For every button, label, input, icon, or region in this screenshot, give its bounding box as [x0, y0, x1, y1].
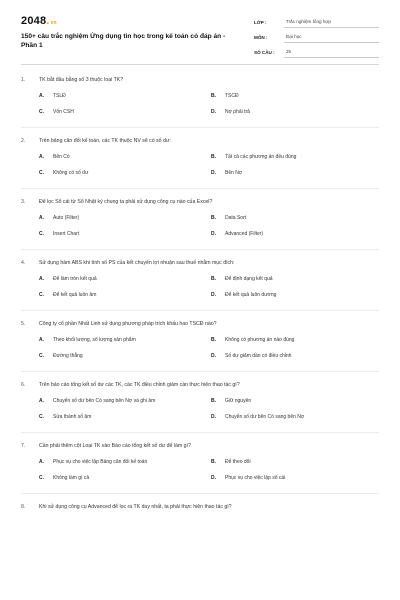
option-text: Không có phương án nào đúng [225, 337, 295, 343]
option-text: Auto (Filter) [53, 215, 80, 221]
question-prompt: Trên báo cáo tổng kết số dư các TK, các TK điều chỉnh giảm cần thực hiện thao tác gì? [39, 382, 240, 388]
question-prompt: Để lọc Sổ cái từ Sổ Nhật ký chung ta phải sử dụng công cụ nào của Excel? [39, 199, 213, 205]
meta-label: LỚP : [254, 20, 267, 25]
answer-option[interactable] [211, 292, 391, 308]
option-text: Bên Có [53, 154, 70, 160]
option-text: Advanced (Filter) [225, 231, 264, 237]
question-item [21, 259, 379, 311]
option-text: Insert Chart [53, 231, 80, 237]
question-number: 8. [21, 504, 26, 510]
question-number: 1. [21, 77, 26, 83]
question-item [21, 137, 379, 189]
option-letter: D. [211, 292, 216, 298]
options-grid [39, 154, 379, 186]
option-letter: C. [39, 231, 44, 237]
answer-option[interactable] [39, 292, 211, 308]
answer-option[interactable] [211, 93, 391, 109]
answer-option[interactable] [211, 398, 391, 414]
logo-ext: vn [50, 20, 57, 26]
question-list [21, 76, 379, 511]
option-letter: D. [211, 109, 216, 115]
question-text [21, 198, 379, 206]
answer-option[interactable] [39, 109, 211, 125]
option-text: Để theo dõi [225, 459, 251, 465]
option-letter: D. [211, 414, 216, 420]
answer-option[interactable] [211, 337, 391, 353]
answer-option[interactable] [39, 414, 211, 430]
question-number: 5. [21, 321, 26, 327]
option-letter: A. [39, 337, 44, 343]
answer-option[interactable] [39, 170, 211, 186]
question-number: 4. [21, 260, 26, 266]
options-grid [39, 93, 379, 125]
meta-label: MÔN : [254, 35, 268, 40]
options-grid [39, 276, 379, 308]
option-text: TSLĐ [53, 93, 66, 99]
option-text: Vốn CSH [53, 109, 74, 115]
option-letter: A. [39, 459, 44, 465]
option-letter: C. [39, 170, 44, 176]
option-text: Phục vụ cho việc lập Bảng cân đối kế toán [53, 459, 148, 465]
header-divider [21, 64, 379, 65]
answer-option[interactable] [39, 337, 211, 353]
answer-option[interactable] [211, 170, 391, 186]
answer-option[interactable] [39, 276, 211, 292]
option-text: Sửa thành số âm [53, 414, 92, 420]
option-text: Để định dạng kết quả [225, 276, 273, 282]
option-text: Bên Nợ [225, 170, 243, 176]
option-letter: B. [211, 154, 216, 160]
option-text: Chuyển số dư bên Có sang bên Nợ và ghi âm [53, 398, 156, 404]
question-text [21, 442, 379, 450]
option-text: Nợ phải trả [225, 109, 250, 115]
option-text: Data Sort [225, 215, 247, 221]
answer-option[interactable] [211, 109, 391, 125]
question-number: 7. [21, 443, 26, 449]
answer-option[interactable] [211, 276, 391, 292]
answer-option[interactable] [211, 475, 391, 491]
option-letter: B. [211, 276, 216, 282]
question-text [21, 503, 379, 511]
question-item [21, 198, 379, 250]
option-text: Chuyển số dư bên Có sang bên Nợ [225, 414, 305, 420]
answer-option[interactable] [39, 398, 211, 414]
answer-option[interactable] [211, 231, 391, 247]
meta-row [254, 15, 379, 30]
option-text: Để làm tròn kết quả [53, 276, 97, 282]
option-letter: C. [39, 292, 44, 298]
question-prompt: Cần phải thêm cột Loại TK vào Báo cáo tổng kết số dư để làm gì? [39, 443, 191, 449]
answer-option[interactable] [211, 353, 391, 369]
answer-option[interactable] [39, 475, 211, 491]
answer-option[interactable] [39, 231, 211, 247]
options-grid [39, 398, 379, 430]
question-item [21, 320, 379, 372]
option-text: TSCĐ [225, 93, 239, 99]
option-text: Số dư giảm dần có điều chỉnh [225, 353, 292, 359]
answer-option[interactable] [39, 93, 211, 109]
answer-option[interactable] [39, 215, 211, 231]
option-letter: A. [39, 215, 44, 221]
option-text: Để kết quả luôn dương [225, 292, 277, 298]
option-letter: D. [211, 231, 216, 237]
option-letter: D. [211, 475, 216, 481]
logo-text: 2048 [21, 15, 47, 27]
question-number: 6. [21, 382, 26, 388]
option-letter: B. [211, 398, 216, 404]
option-letter: B. [211, 215, 216, 221]
option-text: Không có số dư [53, 170, 89, 176]
option-letter: C. [39, 109, 44, 115]
answer-option[interactable] [39, 353, 211, 369]
option-letter: A. [39, 276, 44, 282]
question-divider [21, 249, 379, 250]
option-text: Để kết quả luôn âm [53, 292, 97, 298]
question-prompt: TK bắt đầu bằng số 3 thuộc loại TK? [39, 77, 124, 83]
question-text [21, 320, 379, 328]
option-letter: C. [39, 475, 44, 481]
option-letter: C. [39, 353, 44, 359]
question-prompt: Sử dụng hàm ABS khi tính số PS của kết chuyển lợi nhuận sau thuế nhằm mục đích: [39, 260, 235, 266]
question-divider [21, 432, 379, 433]
question-prompt: Trên bảng cân đối kế toán, các TK thuộc NV sẽ có số dư: [39, 138, 171, 144]
options-grid [39, 459, 379, 491]
question-item [21, 76, 379, 128]
option-letter: D. [211, 170, 216, 176]
answer-option[interactable] [39, 154, 211, 170]
meta-value: Đại học [284, 32, 379, 43]
question-text [21, 381, 379, 389]
question-item [21, 503, 379, 511]
question-divider [21, 127, 379, 128]
question-divider [21, 188, 379, 189]
meta-label: SỐ CÂU : [254, 50, 275, 55]
answer-option[interactable] [211, 414, 391, 430]
option-text: Đường thẳng [53, 353, 83, 359]
option-text: Phục vụ cho việc lập sổ cái [225, 475, 286, 481]
question-prompt: Khi sử dụng công cụ Advanced để lọc ra TK duy nhất, ta phải thực hiện thao tác gì? [39, 504, 232, 510]
option-text: Giữ nguyên [225, 398, 252, 404]
option-letter: A. [39, 154, 44, 160]
options-grid [39, 215, 379, 247]
document-title: 150+ câu trắc nghiệm Ứng dụng tin học trong kế toán có đáp án - Phần 1 [21, 33, 226, 49]
question-item [21, 442, 379, 494]
options-grid [39, 337, 379, 369]
answer-option[interactable] [211, 215, 391, 231]
answer-option[interactable] [39, 459, 211, 475]
question-text [21, 76, 379, 84]
header [0, 0, 400, 68]
option-letter: C. [39, 414, 44, 420]
option-text: Tất cả các phương án đều đúng [225, 154, 297, 160]
question-text [21, 137, 379, 145]
answer-option[interactable] [211, 154, 391, 170]
option-text: Theo khối lượng, số lượng sản phẩm [53, 337, 136, 343]
meta-row [254, 45, 379, 60]
question-prompt: Công ty cổ phần Nhất Linh sử dụng phương pháp trích khấu hao TSCĐ nào? [39, 321, 217, 327]
meta-value: 25 [284, 47, 379, 58]
question-divider [21, 493, 379, 494]
answer-option[interactable] [211, 459, 391, 475]
option-letter: B. [211, 337, 216, 343]
question-number: 3. [21, 199, 26, 205]
meta-value: Trắc nghiệm tổng hợp [284, 17, 379, 28]
option-letter: A. [39, 398, 44, 404]
option-letter: B. [211, 93, 216, 99]
meta-info [254, 15, 379, 60]
question-item [21, 381, 379, 433]
question-text [21, 259, 379, 267]
question-divider [21, 371, 379, 372]
option-letter: B. [211, 459, 216, 465]
option-letter: A. [39, 93, 44, 99]
meta-row [254, 30, 379, 45]
site-logo[interactable]: 2048.vn [21, 15, 57, 27]
question-number: 2. [21, 138, 26, 144]
option-text: Không làm gì cả [53, 475, 90, 481]
option-letter: D. [211, 353, 216, 359]
question-divider [21, 310, 379, 311]
